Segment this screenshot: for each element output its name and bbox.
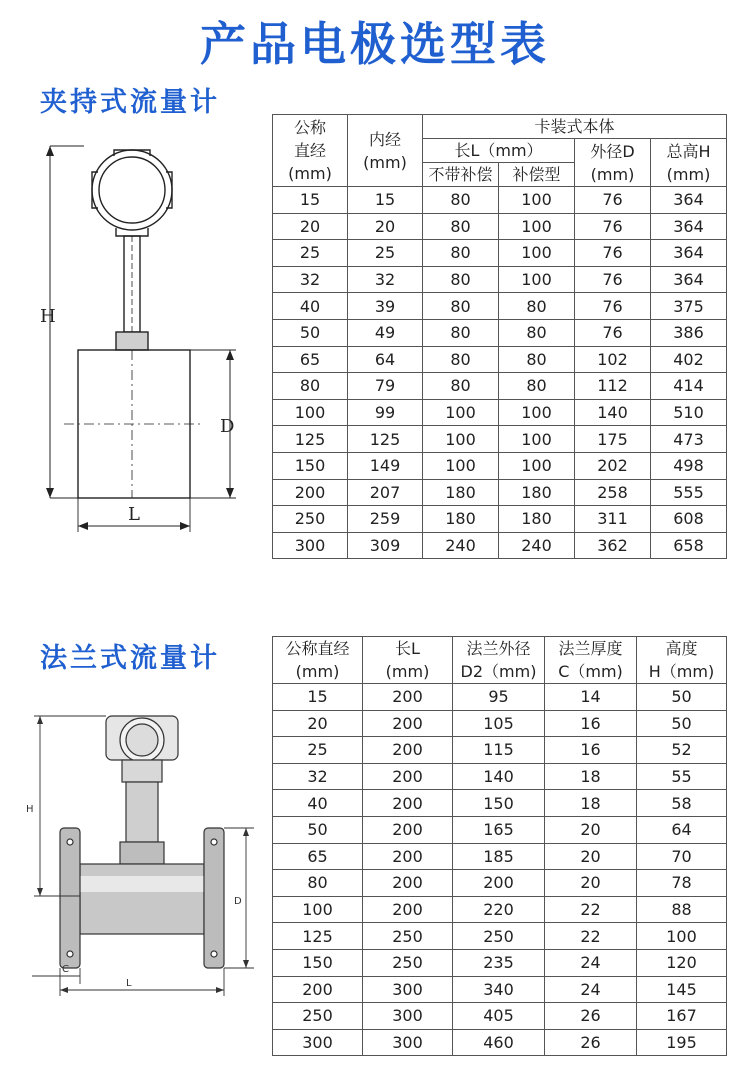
table-cell: 250 [273,506,348,533]
table-cell: 78 [637,870,727,897]
table-cell: 15 [273,187,348,214]
length-group-header: 长L（mm） [423,139,575,163]
table-cell: 250 [363,923,453,950]
table-row [273,293,727,320]
table-cell: 55 [637,763,727,790]
col-height-header [651,139,727,187]
table-row [273,240,727,267]
table-row [273,684,727,711]
table-cell: 105 [453,710,545,737]
table-row [273,346,727,373]
table-cell: 20 [545,843,637,870]
table-cell: 76 [575,319,651,346]
table-cell: 14 [545,684,637,711]
table-cell: 235 [453,949,545,976]
table-cell: 76 [575,187,651,214]
flange-section-title: 法兰式流量计 [40,643,220,674]
table-cell: 150 [453,790,545,817]
col-nominal-header [273,637,363,684]
table-cell: 250 [273,1003,363,1030]
table-cell: 200 [363,790,453,817]
header-text: 法兰外径 [466,639,531,658]
table-cell: 510 [651,399,727,426]
table-row [273,870,727,897]
table-cell: 80 [273,870,363,897]
header-text: 总高H [666,141,711,161]
table-cell: 473 [651,426,727,453]
table-cell: 100 [499,399,575,426]
table-cell: 364 [651,187,727,214]
flange-label-H: H [26,804,34,815]
table-cell: 125 [273,923,363,950]
table-cell: 18 [545,790,637,817]
table-row [273,399,727,426]
table-cell: 100 [499,266,575,293]
table-row [273,426,727,453]
table-cell: 362 [575,532,651,559]
table-cell: 20 [273,213,348,240]
table-cell: 300 [363,976,453,1003]
table-cell: 498 [651,452,727,479]
table-cell: 386 [651,319,727,346]
table-cell: 100 [273,399,348,426]
table-cell: 76 [575,293,651,320]
header-text: (mm) [385,662,430,681]
table-cell: 32 [273,266,348,293]
table-cell: 149 [348,452,423,479]
table-row [273,843,727,870]
table-row [273,479,727,506]
table-cell: 100 [499,187,575,214]
wafer-flowmeter-diagram [36,136,256,536]
col-no-comp-header: 不带补偿 [423,163,499,187]
table-cell: 112 [575,373,651,400]
table-cell: 414 [651,373,727,400]
table-row [273,763,727,790]
header-text: (mm) [295,662,340,681]
table-cell: 125 [273,426,348,453]
table-cell: 200 [363,710,453,737]
table-cell: 300 [273,532,348,559]
table-cell: 100 [423,452,499,479]
header-text: 直经 [293,141,326,160]
table-row [273,710,727,737]
table-row [273,1029,727,1056]
table-row [273,949,727,976]
table-cell: 250 [453,923,545,950]
table-row [273,1003,727,1030]
table-cell: 32 [273,763,363,790]
table-row [273,506,727,533]
table-cell: 240 [499,532,575,559]
table-cell: 76 [575,213,651,240]
table-cell: 311 [575,506,651,533]
table-cell: 180 [423,479,499,506]
table-cell: 140 [453,763,545,790]
table-cell: 80 [499,319,575,346]
wafer-label-H: H [40,306,56,327]
table-cell: 200 [273,479,348,506]
flange-label-L: L [126,978,132,989]
col-flange-thickness-header [545,637,637,684]
table-cell: 259 [348,506,423,533]
table-row [273,187,727,214]
col-outer-header [575,139,651,187]
table-cell: 65 [273,843,363,870]
table-row [273,737,727,764]
table-cell: 195 [637,1029,727,1056]
page-title: 产品电极选型表 [200,17,550,71]
table-cell: 300 [363,1003,453,1030]
body-group-header: 卡装式本体 [423,115,727,139]
table-cell: 25 [348,240,423,267]
flange-spec-table [272,636,727,1056]
header-text: 法兰厚度 [558,639,623,658]
table-row [273,319,727,346]
table-cell: 16 [545,710,637,737]
table-cell: 364 [651,213,727,240]
table-cell: 80 [423,266,499,293]
table-cell: 25 [273,240,348,267]
table-cell: 58 [637,790,727,817]
table-cell: 100 [273,896,363,923]
wafer-label-L: L [128,504,140,525]
table-cell: 32 [348,266,423,293]
table-cell: 80 [423,319,499,346]
table-cell: 65 [273,346,348,373]
table-cell: 24 [545,949,637,976]
table-cell: 555 [651,479,727,506]
table-cell: 88 [637,896,727,923]
table-cell: 200 [363,816,453,843]
table-row [273,816,727,843]
table-cell: 20 [545,870,637,897]
header-text: 长L [395,639,420,658]
table-cell: 80 [499,346,575,373]
header-text: (mm) [288,164,332,183]
table-cell: 64 [348,346,423,373]
table-cell: 608 [651,506,727,533]
wafer-label-D: D [220,416,235,437]
table-cell: 80 [423,346,499,373]
table-cell: 22 [545,923,637,950]
flange-flowmeter-diagram [22,700,262,1000]
table-cell: 64 [637,816,727,843]
header-text: D2（mm) [460,662,537,681]
col-comp-header: 补偿型 [499,163,575,187]
table-cell: 39 [348,293,423,320]
table-cell: 20 [545,816,637,843]
table-cell: 200 [453,870,545,897]
table-cell: 200 [363,737,453,764]
table-cell: 405 [453,1003,545,1030]
table-cell: 200 [273,976,363,1003]
table-cell: 76 [575,266,651,293]
header-text: C（mm) [558,662,623,681]
table-row [273,923,727,950]
table-cell: 115 [453,737,545,764]
table-cell: 50 [637,710,727,737]
table-cell: 150 [273,949,363,976]
header-text: (mm) [590,164,635,184]
table-cell: 50 [273,816,363,843]
table-cell: 258 [575,479,651,506]
header-text: 内经 [368,129,401,149]
table-cell: 150 [273,452,348,479]
table-cell: 309 [348,532,423,559]
table-cell: 70 [637,843,727,870]
table-row [273,266,727,293]
table-row [273,532,727,559]
table-cell: 300 [273,1029,363,1056]
table-cell: 100 [499,213,575,240]
table-cell: 145 [637,976,727,1003]
table-cell: 79 [348,373,423,400]
header-text: (mm) [363,152,407,172]
table-cell: 100 [423,426,499,453]
table-cell: 80 [423,240,499,267]
table-cell: 200 [363,870,453,897]
flange-label-C: C [62,964,69,975]
table-cell: 100 [637,923,727,950]
table-row [273,896,727,923]
table-cell: 102 [575,346,651,373]
table-cell: 52 [637,737,727,764]
table-cell: 15 [273,684,363,711]
table-row [273,373,727,400]
table-cell: 658 [651,532,727,559]
table-cell: 80 [273,373,348,400]
table-cell: 200 [363,843,453,870]
table-cell: 99 [348,399,423,426]
table-cell: 180 [499,479,575,506]
table-cell: 140 [575,399,651,426]
table-cell: 50 [637,684,727,711]
table-cell: 125 [348,426,423,453]
header-text: 外径D [590,141,635,161]
table-cell: 15 [348,187,423,214]
table-cell: 200 [363,763,453,790]
table-cell: 202 [575,452,651,479]
table-cell: 175 [575,426,651,453]
table-cell: 80 [499,373,575,400]
wafer-spec-table [272,114,727,559]
wafer-section-title: 夹持式流量计 [40,87,220,118]
table-cell: 80 [423,187,499,214]
table-cell: 185 [453,843,545,870]
table-cell: 76 [575,240,651,267]
header-text: 高度 [665,639,698,658]
table-cell: 100 [499,426,575,453]
table-cell: 364 [651,240,727,267]
table-cell: 207 [348,479,423,506]
table-cell: 50 [273,319,348,346]
header-text: H（mm) [648,662,715,681]
table-cell: 364 [651,266,727,293]
table-cell: 18 [545,763,637,790]
table-cell: 80 [423,213,499,240]
table-cell: 200 [363,684,453,711]
table-cell: 16 [545,737,637,764]
table-cell: 402 [651,346,727,373]
table-row [273,790,727,817]
table-cell: 24 [545,976,637,1003]
table-cell: 180 [423,506,499,533]
col-inner-header [348,115,423,187]
table-cell: 120 [637,949,727,976]
table-cell: 80 [499,293,575,320]
table-cell: 95 [453,684,545,711]
table-cell: 22 [545,896,637,923]
flange-label-D: D [234,896,242,907]
col-flange-od-header [453,637,545,684]
table-cell: 26 [545,1003,637,1030]
table-cell: 100 [499,452,575,479]
table-cell: 100 [499,240,575,267]
table-cell: 300 [363,1029,453,1056]
table-cell: 26 [545,1029,637,1056]
table-cell: 220 [453,896,545,923]
col-height-header [637,637,727,684]
col-length-header [363,637,453,684]
table-row [273,213,727,240]
table-cell: 375 [651,293,727,320]
header-text: 公称 [293,118,326,137]
table-cell: 100 [423,399,499,426]
table-cell: 250 [363,949,453,976]
table-cell: 200 [363,896,453,923]
table-cell: 40 [273,293,348,320]
table-row [273,452,727,479]
table-cell: 460 [453,1029,545,1056]
header-text: 公称直经 [285,639,350,658]
table-cell: 40 [273,790,363,817]
table-cell: 49 [348,319,423,346]
table-cell: 340 [453,976,545,1003]
header-text: (mm) [666,164,711,184]
table-cell: 240 [423,532,499,559]
table-cell: 165 [453,816,545,843]
col-nominal-header [273,115,348,187]
table-cell: 25 [273,737,363,764]
table-cell: 20 [348,213,423,240]
table-cell: 180 [499,506,575,533]
table-cell: 20 [273,710,363,737]
table-cell: 80 [423,293,499,320]
table-row [273,976,727,1003]
table-cell: 80 [423,373,499,400]
table-cell: 167 [637,1003,727,1030]
